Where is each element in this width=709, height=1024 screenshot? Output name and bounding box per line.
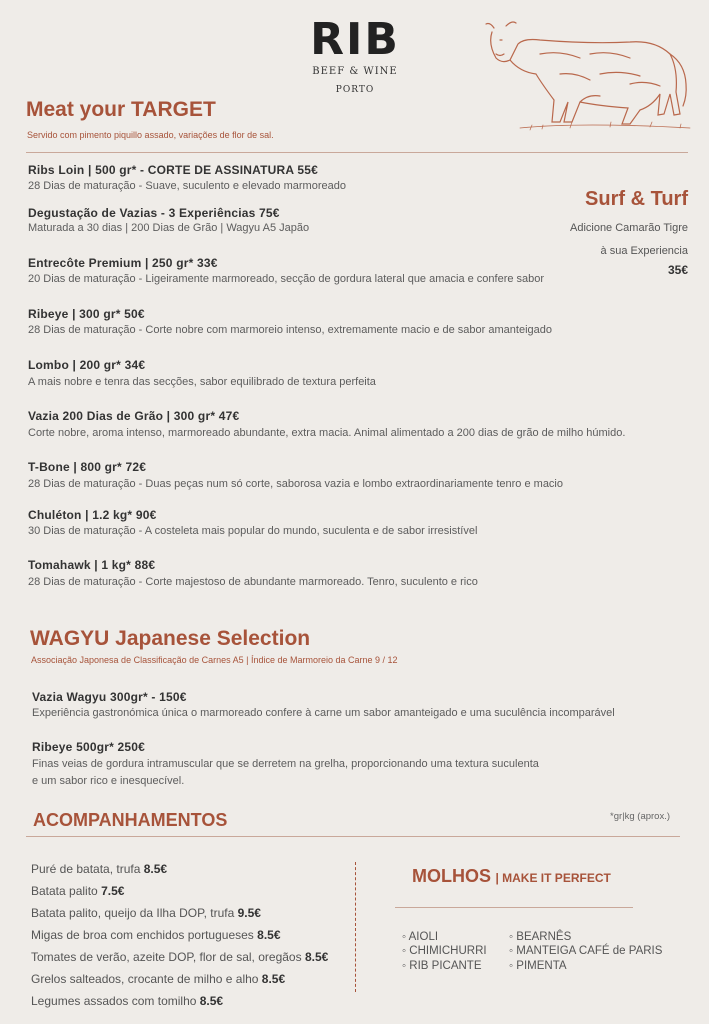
menu-item-desc: 28 Dias de maturação - Corte nobre com marmoreio intenso, extremamente macio e de sabor amanteigado — [28, 324, 552, 336]
surf-turf-title: Surf & Turf — [585, 188, 688, 210]
brand-name: RIB — [310, 14, 400, 65]
cow-illustration — [480, 14, 695, 139]
divider — [26, 152, 688, 153]
side-item — [31, 906, 261, 920]
menu-item-desc: 20 Dias de maturação - Ligeiramente marmoreado, secção de gordura lateral que amacia e confere sabor — [28, 273, 545, 285]
menu-item-name: Ribeye | 300 gr* 50€ — [28, 307, 145, 321]
menu-item-name: Entrecôte Premium | 250 gr* 33€ — [28, 256, 218, 270]
sauce-item: ◦ RIB PICANTE — [402, 960, 482, 972]
target-note: Servido com pimento piquillo assado, variações de flor de sal. — [27, 130, 274, 140]
side-item — [31, 994, 223, 1008]
brand-subtitle: BEEF & WINE — [312, 66, 398, 77]
menu-item-name: Ribs Loin | 500 gr* - CORTE DE ASSINATURA 55€ — [28, 163, 318, 177]
side-price: 8.5€ — [257, 928, 281, 942]
wagyu-item-name: Vazia Wagyu 300gr* - 150€ — [32, 690, 187, 704]
menu-item-name: Vazia 200 Dias de Grão | 300 gr* 47€ — [28, 409, 240, 423]
menu-item-desc: 28 Dias de maturação - Duas peças num só corte, saborosa vazia e lombo extraordinariamente tenro e macio — [28, 478, 563, 490]
brand-city: PORTO — [335, 85, 375, 95]
brand-logo — [300, 14, 410, 95]
weight-note: *gr|kg (aprox.) — [610, 811, 671, 822]
menu-item-name: Chuléton | 1.2 kg* 90€ — [28, 508, 157, 522]
side-item — [31, 862, 167, 876]
side-price: 8.5€ — [261, 972, 286, 986]
menu-item-name: Tomahawk | 1 kg* 88€ — [28, 558, 156, 572]
molhos-title: MOLHOS — [412, 866, 491, 886]
wagyu-item-desc: Finas veias de gordura intramuscular que se derretem na grelha, proporcionando uma textura suculenta — [32, 758, 539, 770]
acomp-title: ACOMPANHAMENTOS — [33, 810, 228, 830]
side-item — [31, 972, 285, 986]
sauce-name: AIOLI — [408, 931, 439, 943]
surf-turf-price: 35€ — [667, 263, 688, 277]
menu-item-desc: Corte nobre, aroma intenso, marmoreado abundante, extra macia. Animal alimentado a 200 dias de grão de milho húmido. — [28, 427, 626, 439]
menu-item-desc: A mais nobre e tenra das secções, sabor equilibrado de textura perfeita — [28, 376, 376, 388]
sauce-item: ◦ PIMENTA — [509, 960, 567, 972]
wagyu-note: Associação Japonesa de Classificação de Carnes A5 | Índice de Marmoreio da Carne 9 / 12 — [31, 655, 398, 665]
menu-item-name: T-Bone | 800 gr* 72€ — [28, 460, 147, 474]
side-name: Migas de broa com enchidos portugueses — [31, 928, 258, 942]
wagyu-item-desc: e um sabor rico e inesquecível. — [32, 775, 185, 787]
side-price: 8.5€ — [304, 950, 329, 964]
menu-item-desc: 28 Dias de maturação - Suave, suculento e elevado marmoreado — [28, 180, 346, 192]
side-name: Puré de batata, trufa — [31, 862, 144, 876]
side-name: Batata palito — [31, 884, 102, 898]
side-item — [31, 884, 124, 898]
sauce-name: RIB PICANTE — [409, 960, 482, 972]
sauce-item: ◦ AIOLI — [402, 931, 439, 943]
sauce-name: MANTEIGA CAFÉ de PARIS — [516, 945, 663, 957]
molhos-subtitle: | MAKE IT PERFECT — [495, 871, 611, 885]
wagyu-item-name: Ribeye 500gr* 250€ — [32, 740, 146, 754]
menu-item-name: Lombo | 200 gr* 34€ — [28, 358, 146, 372]
sauce-item: ◦ CHIMICHURRI — [402, 945, 487, 957]
side-item — [31, 928, 281, 942]
side-name: Batata palito, queijo da Ilha DOP, trufa — [31, 906, 238, 920]
sauce-item: ◦ MANTEIGA CAFÉ de PARIS — [509, 945, 663, 957]
sauce-item: ◦ BEARNÊS — [509, 931, 572, 943]
wagyu-title: WAGYU Japanese Selection — [30, 627, 311, 650]
side-price: 7.5€ — [101, 884, 125, 898]
molhos-header — [412, 866, 611, 887]
divider — [26, 836, 680, 837]
sauce-name: CHIMICHURRI — [409, 945, 487, 957]
menu-item-name: Degustação de Vazias - 3 Experiências 75€ — [28, 206, 280, 220]
sauce-name: PIMENTA — [516, 960, 567, 972]
sauce-name: BEARNÊS — [516, 931, 572, 943]
target-title: Meat your TARGET — [26, 98, 216, 121]
side-price: 8.5€ — [199, 994, 224, 1008]
wagyu-item-desc: Experiência gastronómica única o marmoreado confere à carne um sabor amanteigado e uma suculência incomparável — [32, 707, 615, 719]
divider — [395, 907, 633, 908]
side-name: Tomates de verão, azeite DOP, flor de sal, oregãos — [31, 950, 305, 964]
vertical-divider — [355, 862, 356, 992]
side-name: Grelos salteados, crocante de milho e alho — [31, 972, 262, 986]
side-price: 8.5€ — [143, 862, 168, 876]
side-item — [31, 950, 328, 964]
menu-item-desc: 30 Dias de maturação - A costeleta mais popular do mundo, suculenta e de sabor irresistível — [28, 525, 478, 537]
side-name: Legumes assados com tomilho — [31, 994, 200, 1008]
surf-turf-line1: Adicione Camarão Tigre — [569, 222, 688, 234]
side-price: 9.5€ — [237, 906, 261, 920]
surf-turf-box — [540, 188, 688, 277]
menu-item-desc: Maturada a 30 dias | 200 Dias de Grão | Wagyu A5 Japão — [28, 222, 310, 234]
menu-item-desc: 28 Dias de maturação - Corte majestoso de abundante marmoreado. Tenro, suculento e rico — [28, 576, 478, 588]
surf-turf-line2: à sua Experiencia — [600, 245, 688, 257]
